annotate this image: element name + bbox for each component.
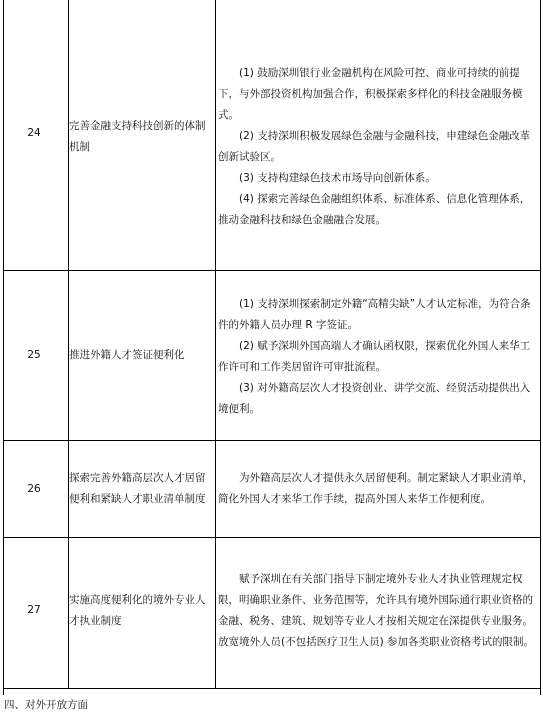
content-paragraph: (1) 支持深圳探索制定外籍“高精尖缺”人才认定标准，为符合条件的外籍人员办理 R 字签证。 <box>218 298 531 331</box>
row-item-title: 实施高度便利化的境外专业人才执业制度 <box>69 594 206 627</box>
row-content <box>218 63 540 231</box>
content-paragraph: 赋予深圳在有关部门指导下制定境外专业人才执业管理规定权限，明确职业条件、业务范围等，允许具有境外国际通行职业资格的金融、税务、建筑、规划等专业人才按相关规定在深提供专业服务。放宽境外人员(不包括医疗卫生人员) 参加各类职业资格考试的限制。 <box>218 573 535 648</box>
row-number: 25 <box>27 349 41 361</box>
row-item-title: 完善金融支持科技创新的体制机制 <box>69 120 206 153</box>
content-paragraph: (4) 探索完善绿色金融组织体系、标准体系、信息化管理体系，推动金融科技和绿色金融融合发展。 <box>218 193 531 226</box>
row-item-title: 探索完善外籍高层次人才居留便利和紧缺人才职业清单制度 <box>69 472 206 505</box>
row-number: 26 <box>27 483 41 495</box>
row-number: 27 <box>27 604 41 616</box>
content-paragraph: (3) 对外籍高层次人才投资创业、讲学交流、经贸活动提供出入境便利。 <box>218 382 531 415</box>
section-heading: 四、对外开放方面 <box>4 699 88 711</box>
table-border-left <box>3 0 4 695</box>
column-divider-number <box>68 0 69 688</box>
content-paragraph: (2) 支持深圳积极发展绿色金融与金融科技，申建绿色金融改革创新试验区。 <box>218 130 531 163</box>
content-paragraph: 为外籍高层次人才提供永久居留便利。制定紧缺人才职业清单，简化外国人才来华工作手续，提高外国人来华工作便利度。 <box>218 472 533 505</box>
content-paragraph: (3) 支持构建绿色技术市场导向创新体系。 <box>239 172 436 184</box>
column-divider-item <box>215 0 216 688</box>
table-border-right <box>540 0 541 695</box>
row-divider <box>3 688 541 689</box>
row-divider <box>3 440 541 441</box>
row-divider <box>3 537 541 538</box>
row-divider <box>3 270 541 271</box>
row-content <box>218 468 540 510</box>
row-content <box>218 569 540 653</box>
row-content <box>218 294 540 420</box>
content-paragraph: (1) 鼓励深圳银行业金融机构在风险可控、商业可持续的前提下，与外部投资机构加强合作，积极探索多样化的科技金融服务模式。 <box>218 67 523 121</box>
row-number: 24 <box>27 127 41 139</box>
content-paragraph: (2) 赋予深圳外国高端人才确认函权限，探索优化外国人来华工作许可和工作类居留许可审批流程。 <box>218 340 531 373</box>
row-item-title: 推进外籍人才签证便利化 <box>69 349 185 361</box>
